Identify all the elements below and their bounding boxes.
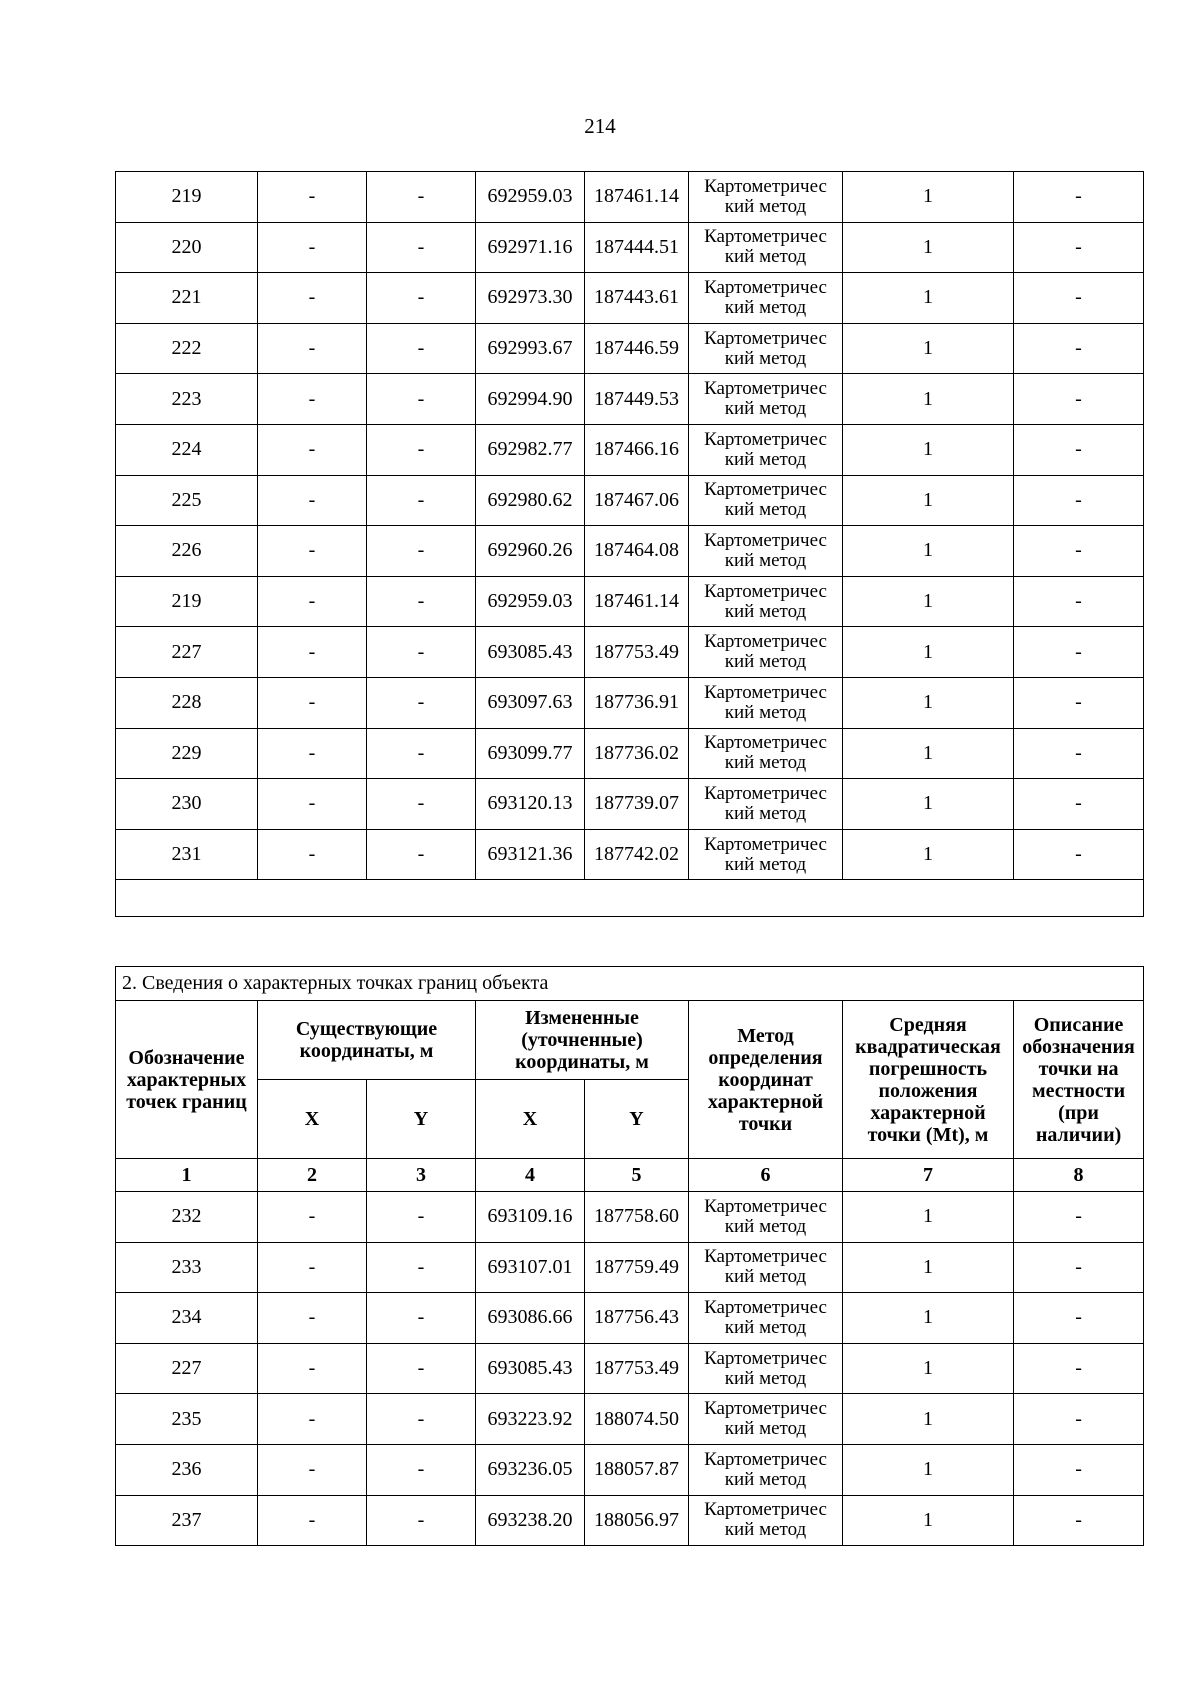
method-cell: Картометричес кий метод [689,273,843,324]
empty-cell [116,880,1144,917]
mt-cell: 1 [843,576,1014,627]
point-cell: 228 [116,677,258,728]
y-coord-cell: 187444.51 [585,222,689,273]
existing-x-cell: - [258,1192,367,1243]
mt-cell: 1 [843,1293,1014,1344]
y-coord-cell: 187742.02 [585,829,689,880]
point-cell: 222 [116,323,258,374]
table-row [116,779,1144,830]
mt-cell: 1 [843,273,1014,324]
existing-x-cell: - [258,222,367,273]
existing-y-cell: - [367,374,476,425]
mt-cell: 1 [843,677,1014,728]
x-coord-cell: 693120.13 [476,779,585,830]
x-coord-cell: 693099.77 [476,728,585,779]
table-row [116,1293,1144,1344]
table-row [116,526,1144,577]
point-cell: 230 [116,779,258,830]
y-coord-cell: 188057.87 [585,1444,689,1495]
header-changed-coords: Измененные (уточненные) координаты, м [476,1001,689,1080]
method-cell: Картометричес кий метод [689,424,843,475]
col-number: 8 [1014,1159,1144,1192]
header-row-1 [116,1001,1144,1080]
x-coord-cell: 693085.43 [476,1343,585,1394]
method-cell: Картометричес кий метод [689,576,843,627]
description-cell: - [1014,1495,1144,1546]
point-cell: 236 [116,1444,258,1495]
y-coord-cell: 187443.61 [585,273,689,324]
x-coord-cell: 693086.66 [476,1293,585,1344]
mt-cell: 1 [843,1192,1014,1243]
point-cell: 219 [116,172,258,223]
x-coord-cell: 693109.16 [476,1192,585,1243]
existing-y-cell: - [367,728,476,779]
mt-cell: 1 [843,374,1014,425]
description-cell: - [1014,728,1144,779]
description-cell: - [1014,526,1144,577]
existing-y-cell: - [367,475,476,526]
existing-y-cell: - [367,273,476,324]
col-number: 6 [689,1159,843,1192]
description-cell: - [1014,222,1144,273]
point-cell: 227 [116,1343,258,1394]
x-coord-cell: 693236.05 [476,1444,585,1495]
method-cell: Картометричес кий метод [689,1394,843,1445]
existing-x-cell: - [258,273,367,324]
description-cell: - [1014,1192,1144,1243]
existing-y-cell: - [367,1242,476,1293]
existing-y-cell: - [367,627,476,678]
method-cell: Картометричес кий метод [689,1242,843,1293]
method-cell: Картометричес кий метод [689,475,843,526]
point-cell: 224 [116,424,258,475]
existing-y-cell: - [367,222,476,273]
header-existing-y: Y [367,1080,476,1159]
col-number: 7 [843,1159,1014,1192]
existing-y-cell: - [367,424,476,475]
existing-x-cell: - [258,779,367,830]
x-coord-cell: 692973.30 [476,273,585,324]
table-row [116,1343,1144,1394]
description-cell: - [1014,829,1144,880]
existing-x-cell: - [258,424,367,475]
existing-x-cell: - [258,1394,367,1445]
method-cell: Картометричес кий метод [689,677,843,728]
table-row [116,728,1144,779]
table-caption-row [116,967,1144,1001]
existing-x-cell: - [258,627,367,678]
existing-x-cell: - [258,728,367,779]
existing-x-cell: - [258,576,367,627]
table-row [116,222,1144,273]
y-coord-cell: 187461.14 [585,576,689,627]
point-cell: 233 [116,1242,258,1293]
method-cell: Картометричес кий метод [689,1192,843,1243]
y-coord-cell: 187753.49 [585,1343,689,1394]
y-coord-cell: 187466.16 [585,424,689,475]
table-row [116,576,1144,627]
method-cell: Картометричес кий метод [689,779,843,830]
x-coord-cell: 693121.36 [476,829,585,880]
mt-cell: 1 [843,172,1014,223]
point-cell: 234 [116,1293,258,1344]
mt-cell: 1 [843,1343,1014,1394]
mt-cell: 1 [843,1394,1014,1445]
mt-cell: 1 [843,1242,1014,1293]
y-coord-cell: 187739.07 [585,779,689,830]
table-row [116,1444,1144,1495]
mt-cell: 1 [843,627,1014,678]
description-cell: - [1014,576,1144,627]
table-row [116,172,1144,223]
x-coord-cell: 692959.03 [476,172,585,223]
table-row [116,677,1144,728]
y-coord-cell: 187461.14 [585,172,689,223]
existing-y-cell: - [367,1293,476,1344]
boundary-points-table-continued [115,171,1144,917]
x-coord-cell: 692959.03 [476,576,585,627]
header-existing-x: X [258,1080,367,1159]
mt-cell: 1 [843,1495,1014,1546]
existing-y-cell: - [367,779,476,830]
method-cell: Картометричес кий метод [689,222,843,273]
mt-cell: 1 [843,728,1014,779]
existing-y-cell: - [367,829,476,880]
description-cell: - [1014,323,1144,374]
existing-y-cell: - [367,526,476,577]
x-coord-cell: 693097.63 [476,677,585,728]
point-cell: 229 [116,728,258,779]
point-cell: 237 [116,1495,258,1546]
method-cell: Картометричес кий метод [689,374,843,425]
description-cell: - [1014,273,1144,324]
header-mt: Средняя квадратическая погрешность положения характерной точки (Mt), м [843,1001,1014,1159]
description-cell: - [1014,677,1144,728]
header-point: Обозначение характерных точек границ [116,1001,258,1159]
point-cell: 221 [116,273,258,324]
col-number: 5 [585,1159,689,1192]
description-cell: - [1014,779,1144,830]
existing-y-cell: - [367,576,476,627]
point-cell: 235 [116,1394,258,1445]
table-row [116,273,1144,324]
y-coord-cell: 187756.43 [585,1293,689,1344]
existing-y-cell: - [367,1394,476,1445]
method-cell: Картометричес кий метод [689,1293,843,1344]
y-coord-cell: 187736.91 [585,677,689,728]
x-coord-cell: 692982.77 [476,424,585,475]
mt-cell: 1 [843,222,1014,273]
x-coord-cell: 693107.01 [476,1242,585,1293]
header-changed-x: X [476,1080,585,1159]
method-cell: Картометричес кий метод [689,1495,843,1546]
x-coord-cell: 692994.90 [476,374,585,425]
existing-y-cell: - [367,1495,476,1546]
existing-x-cell: - [258,1242,367,1293]
mt-cell: 1 [843,526,1014,577]
description-cell: - [1014,627,1144,678]
existing-x-cell: - [258,677,367,728]
header-existing-coords: Существующие координаты, м [258,1001,476,1080]
point-cell: 223 [116,374,258,425]
mt-cell: 1 [843,424,1014,475]
x-coord-cell: 692960.26 [476,526,585,577]
mt-cell: 1 [843,779,1014,830]
y-coord-cell: 187464.08 [585,526,689,577]
x-coord-cell: 692971.16 [476,222,585,273]
col-number: 3 [367,1159,476,1192]
y-coord-cell: 188074.50 [585,1394,689,1445]
empty-row [116,880,1144,917]
y-coord-cell: 187446.59 [585,323,689,374]
existing-x-cell: - [258,1293,367,1344]
existing-x-cell: - [258,526,367,577]
method-cell: Картометричес кий метод [689,1343,843,1394]
description-cell: - [1014,1444,1144,1495]
point-cell: 227 [116,627,258,678]
existing-x-cell: - [258,829,367,880]
mt-cell: 1 [843,829,1014,880]
column-numbers-row [116,1159,1144,1192]
method-cell: Картометричес кий метод [689,728,843,779]
page-number: 214 [584,114,616,138]
x-coord-cell: 693223.92 [476,1394,585,1445]
point-cell: 232 [116,1192,258,1243]
y-coord-cell: 187467.06 [585,475,689,526]
existing-x-cell: - [258,172,367,223]
method-cell: Картометричес кий метод [689,172,843,223]
table-row [116,374,1144,425]
table-row [116,424,1144,475]
table-row [116,1192,1144,1243]
existing-y-cell: - [367,1192,476,1243]
existing-x-cell: - [258,1343,367,1394]
table-row [116,829,1144,880]
header-description: Описание обозначения точки на местности (при наличии) [1014,1001,1144,1159]
table-row [116,323,1144,374]
y-coord-cell: 187753.49 [585,627,689,678]
point-cell: 219 [116,576,258,627]
col-number: 4 [476,1159,585,1192]
method-cell: Картометричес кий метод [689,526,843,577]
table-row [116,475,1144,526]
point-cell: 220 [116,222,258,273]
table-row [116,1394,1144,1445]
point-cell: 231 [116,829,258,880]
x-coord-cell: 692980.62 [476,475,585,526]
existing-x-cell: - [258,1444,367,1495]
description-cell: - [1014,475,1144,526]
existing-y-cell: - [367,1444,476,1495]
mt-cell: 1 [843,323,1014,374]
existing-x-cell: - [258,323,367,374]
existing-y-cell: - [367,323,476,374]
method-cell: Картометричес кий метод [689,1444,843,1495]
table-row [116,1495,1144,1546]
y-coord-cell: 187758.60 [585,1192,689,1243]
existing-x-cell: - [258,1495,367,1546]
method-cell: Картометричес кий метод [689,323,843,374]
table-caption: 2. Сведения о характерных точках границ объекта [116,967,1144,1001]
existing-y-cell: - [367,172,476,223]
table1-body [116,172,1144,917]
col-number: 2 [258,1159,367,1192]
mt-cell: 1 [843,475,1014,526]
description-cell: - [1014,374,1144,425]
description-cell: - [1014,1343,1144,1394]
description-cell: - [1014,1242,1144,1293]
description-cell: - [1014,1293,1144,1344]
header-method: Метод определения координат характерной точки [689,1001,843,1159]
x-coord-cell: 692993.67 [476,323,585,374]
y-coord-cell: 188056.97 [585,1495,689,1546]
method-cell: Картометричес кий метод [689,829,843,880]
point-cell: 225 [116,475,258,526]
existing-x-cell: - [258,475,367,526]
y-coord-cell: 187449.53 [585,374,689,425]
description-cell: - [1014,172,1144,223]
table2-body [116,1192,1144,1546]
x-coord-cell: 693085.43 [476,627,585,678]
description-cell: - [1014,1394,1144,1445]
point-cell: 226 [116,526,258,577]
table-row [116,627,1144,678]
mt-cell: 1 [843,1444,1014,1495]
header-changed-y: Y [585,1080,689,1159]
boundary-points-table [115,966,1144,1546]
method-cell: Картометричес кий метод [689,627,843,678]
y-coord-cell: 187736.02 [585,728,689,779]
existing-x-cell: - [258,374,367,425]
description-cell: - [1014,424,1144,475]
table-row [116,1242,1144,1293]
y-coord-cell: 187759.49 [585,1242,689,1293]
existing-y-cell: - [367,677,476,728]
x-coord-cell: 693238.20 [476,1495,585,1546]
col-number: 1 [116,1159,258,1192]
existing-y-cell: - [367,1343,476,1394]
